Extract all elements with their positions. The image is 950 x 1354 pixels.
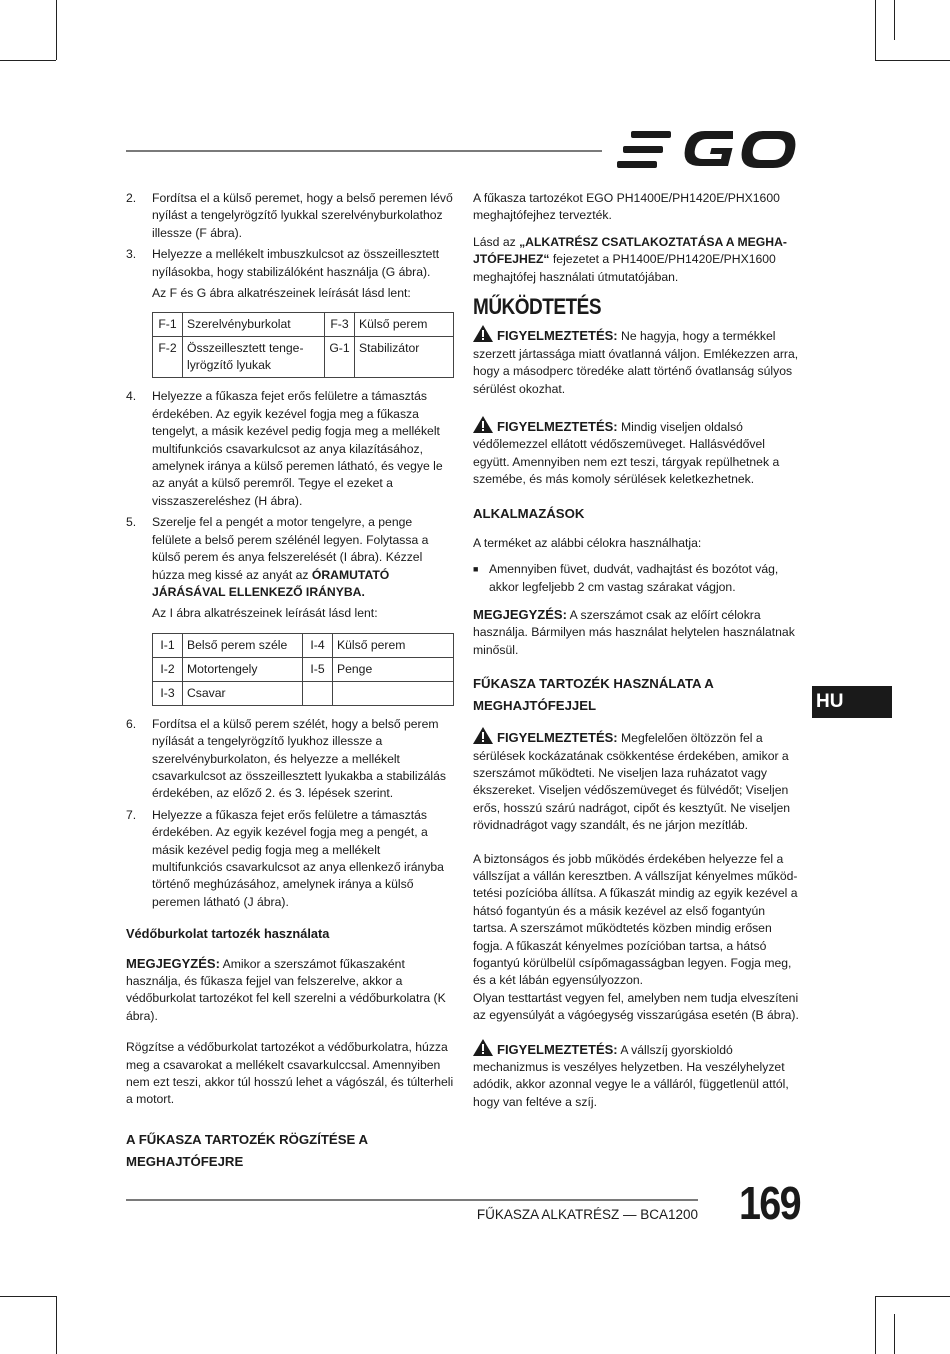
part-code: I-4 <box>303 633 333 657</box>
table-row <box>153 657 454 681</box>
step-text: Helyezze a fűkasza fejet erős felületre a támasztás érdekében. Az egyik kezével fogja meg a fűkasza tengelyt, a másik kezével pedig fogja meg a mellékelt multifunkciós csavarkulcsot az anya kilazításához, amelynek iránya a külső peremen látható, és vegye le az anyát a külső peremről. Tegye el ezeket a visszaszereléshez (H ábra). <box>152 389 443 508</box>
part-desc: Csavar <box>183 681 303 705</box>
note-label: MEGJEGYZÉS: <box>473 606 567 622</box>
step-number: 3. <box>126 247 137 262</box>
warning-text: A vállszíj gyorskioldó mechanizmus is veszélyes helyzetben. Ha veszélyhelyzet adódik, akkor azonnal vegye le a válláról, függetlenül attól, hogy van feltéve a szíj. <box>473 1042 789 1109</box>
applications-note <box>473 606 801 659</box>
step-number: 7. <box>126 807 137 822</box>
guard-paragraph: Rögzítse a védőburkolat tartozékot a védőburkolatra, húzza meg a csavarokat a mellékelt csavarkulccsal. Amennyiben nem ezt teszi, akkor túl hosszú lehet a vágószál, és túlterheli a motort. <box>126 1040 454 1107</box>
warning-2 <box>473 416 801 489</box>
applications-heading: ALKALMAZÁSOK <box>473 505 585 521</box>
warning-3 <box>473 727 801 834</box>
crop-mark <box>0 60 56 61</box>
part-desc: Penge <box>333 657 454 681</box>
crop-mark <box>894 1314 895 1354</box>
parts-table-i <box>152 633 454 706</box>
stance-paragraph: Olyan testtartást vegyen fel, amelyben nem tudja elveszíteni az egyensúlyát a vágóegység visszarúgása esetén (B ábra). <box>473 990 799 1023</box>
part-code <box>303 681 333 705</box>
step-3 <box>126 246 454 281</box>
intro-paragraph-2 <box>473 234 801 286</box>
step-6 <box>126 716 454 803</box>
part-desc: Stabilizátor <box>355 337 454 378</box>
part-code: G-1 <box>325 337 355 378</box>
step-number: 4. <box>126 389 137 404</box>
right-column <box>473 190 801 1120</box>
page-number: 169 <box>739 1177 800 1229</box>
part-code: F-3 <box>325 313 355 337</box>
crop-mark <box>894 0 895 40</box>
usage-heading: FŰKASZA TARTOZÉK HASZNÁLATA A MEGHAJTÓFEJJEL <box>473 676 714 714</box>
applications-intro: A terméket az alábbi célokra használhatja: <box>473 535 702 550</box>
warning-triangle-icon <box>473 325 493 342</box>
warning-4 <box>473 1039 801 1112</box>
part-desc: Összeillesztett tenge-lyrögzítő lyukak <box>183 337 325 378</box>
part-desc: Külső perem <box>355 313 454 337</box>
footer-title: FŰKASZA ALKATRÉSZ — BCA1200 <box>476 1207 698 1222</box>
header-rule <box>126 150 602 152</box>
part-code: I-5 <box>303 657 333 681</box>
warning-label: FIGYELMEZTETÉS: <box>497 419 618 435</box>
part-desc <box>333 681 454 705</box>
ego-logo <box>617 129 800 171</box>
step-number: 2. <box>126 191 137 205</box>
step-number: 5. <box>126 515 137 530</box>
intro-post: fejezetet a PH1400E/PH1420E/PHX1600 meghajtófej használati útmutatójában. <box>473 252 776 284</box>
warning-triangle-icon <box>473 727 493 744</box>
note-label: MEGJEGYZÉS: <box>126 955 220 971</box>
table-row <box>153 681 454 705</box>
warning-triangle-icon <box>473 416 493 433</box>
step-text-main: Szerelje fel a pengét a motor tengelyre, a penge felülete a belső perem szélénél legyen. Folytassa a külső perem és anya felszerelését (I ábra). Kézzel húzza meg kissé az anyát az <box>152 515 429 582</box>
parts-table-fg <box>152 312 454 378</box>
part-desc: Külső perem <box>333 633 454 657</box>
part-code: F-1 <box>153 313 183 337</box>
note-text: A szerszámot csak az előírt célokra használja. Bármilyen más használat helytelen használatnak minősül. <box>473 607 795 657</box>
step-number: 6. <box>126 716 137 731</box>
step-4 <box>126 388 454 510</box>
part-desc: Motortengely <box>183 657 303 681</box>
part-code: I-2 <box>153 657 183 681</box>
footer-rule <box>126 1199 698 1201</box>
crop-mark <box>56 0 57 60</box>
step-text: Helyezze a fűkasza fejet erős felületre a támasztás érdekében. Az egyik kezével fogja meg a pengét, a másik kezével pedig fogja meg a mellékelt multifunkciós csavarkulcsot az anya ellenkező irányba történő meghúzásához, amelynek iránya a külső peremen látható (J ábra). <box>152 807 444 909</box>
strap-paragraph: A biztonságos és jobb működés érdekében helyezze fel a vállszíjat a vállán keresztben. A vállszíjat kényelmes működ-tetési pozícióba állítsa. A fűkaszát mindig az egyik kezével a hátsó fogantyún és a másik kezével az első fogantyún tartsa. A szerszámot működtetés közben mindig erősen fogja. A fűkaszát kényelmes pozícióban tartsa, a hátsó fogantyú körülbelül csípőmagasságban legyen. Fogja meg, és a két lábán egyensúlyozzon. <box>473 851 798 988</box>
warning-text: Megfelelően öltözzön fel a sérülések kockázatának csökkentése érdekében, amikor a szerszámot működteti. Ne viseljen laza ruházatot vagy ékszereket. Viseljen védőszemüveget és fülvédőt; Viseljen erős, hosszú szárú nadrágot, cipőt és kesztyűt. Ne viseljen rövidnadrágot vagy szandált, és ne járjon mezítláb. <box>473 731 791 833</box>
bullet-text: Amennyiben füvet, dudvát, vadhajtást és bozótot vág, akkor legfeljebb 2 cm vastag szárakat vágjon. <box>489 562 779 594</box>
intro-pre: Lásd az <box>473 234 520 249</box>
part-desc: Belső perem széle <box>183 633 303 657</box>
table-row <box>153 337 454 378</box>
warning-text: Mindig viseljen oldalsó védőlemezzel ellátott védőszemüveget. Hallásvédővel együtt. Amennyiben nem ezt teszi, tárgyak repülhetnek a szemébe, és más komoly sérülések keletkezhetnek. <box>473 420 780 487</box>
warning-label: FIGYELMEZTETÉS: <box>497 328 618 344</box>
part-code: I-3 <box>153 681 183 705</box>
left-column <box>126 190 454 1183</box>
crop-mark <box>875 1296 950 1297</box>
table-fg-intro: Az F és G ábra alkatrészeinek leírását lásd lent: <box>152 286 411 301</box>
list-item <box>473 561 801 596</box>
step-2 <box>126 190 454 242</box>
attach-heading: A FŰKASZA TARTOZÉK RÖGZÍTÉSE A MEGHAJTÓFEJRE <box>126 1131 368 1169</box>
guard-heading: Védőburkolat tartozék használata <box>126 926 330 942</box>
operation-heading: MŰKÖDTETÉS <box>473 295 601 320</box>
warning-triangle-icon <box>473 1039 493 1056</box>
step-text <box>152 514 454 601</box>
warning-text: Ne hagyja, hogy a termékkel szerzett jártassága miatt óvatlanná váljon. Emlékezzen arra, hogy a másodperc töredéke alatt történő óvatlanság súlyos sérülést okozhat. <box>473 329 799 396</box>
language-tab: HU <box>812 686 892 718</box>
warning-label: FIGYELMEZTETÉS: <box>497 1041 618 1057</box>
part-desc: Szerelvényburkolat <box>183 313 325 337</box>
crop-mark <box>0 1296 56 1297</box>
part-code: I-1 <box>153 633 183 657</box>
table-row <box>153 313 454 337</box>
warning-1 <box>473 325 801 398</box>
crop-mark <box>875 60 950 61</box>
crop-mark <box>875 1296 876 1354</box>
note-text: Amikor a szerszámot fűkaszaként használja, és fűkasza fejjel van felszerelve, akkor a védőburkolat tartozékot fel kell szerelni a védőburkolatra (K ábra). <box>126 956 446 1023</box>
step-7 <box>126 807 454 911</box>
crop-mark <box>56 1296 57 1354</box>
bullet-square-icon: ■ <box>473 564 479 575</box>
step-text: Fordítsa el a külső perem szélét, hogy a belső perem nyílását a tengelyrögzítő lyukhoz illessze a szerelvényburkolaton, és helyezze a mellékelt csavarkulcsot az összeillesztett lyukakba a stabilizálás érdekében, az előző 2. és 3. lépések szerint. <box>152 716 446 801</box>
crop-mark <box>875 0 876 60</box>
table-i-intro: Az I ábra alkatrészeinek leírását lásd lent: <box>152 606 378 621</box>
warning-label: FIGYELMEZTETÉS: <box>497 730 618 746</box>
step-text: Fordítsa el a külső peremet, hogy a belső peremen lévő nyílást a tengelyrögzítő lyukkal szerelvényburkolathoz illessze (F ábra). <box>152 191 453 240</box>
part-code: F-2 <box>153 337 183 378</box>
intro-paragraph-1: A fűkasza tartozékot EGO PH1400E/PH1420E/PHX1600 meghajtófejhez tervezték. <box>473 191 780 223</box>
intro-bold: „ALKATRÉSZ CSATLAKOZTATÁSA A MEGHA-JTÓFEJHEZ“ <box>473 234 787 267</box>
table-row <box>153 633 454 657</box>
step-text: Helyezze a mellékelt imbuszkulcsot az összeillesztett nyílásokba, hogy stabilizálóként használja (G ábra). <box>152 247 440 279</box>
step-5 <box>126 514 454 601</box>
step-text-bold: ÓRAMUTATÓ JÁRÁSÁVAL ELLENKEZŐ IRÁNYBA. <box>152 567 390 599</box>
guard-note <box>126 955 454 1026</box>
